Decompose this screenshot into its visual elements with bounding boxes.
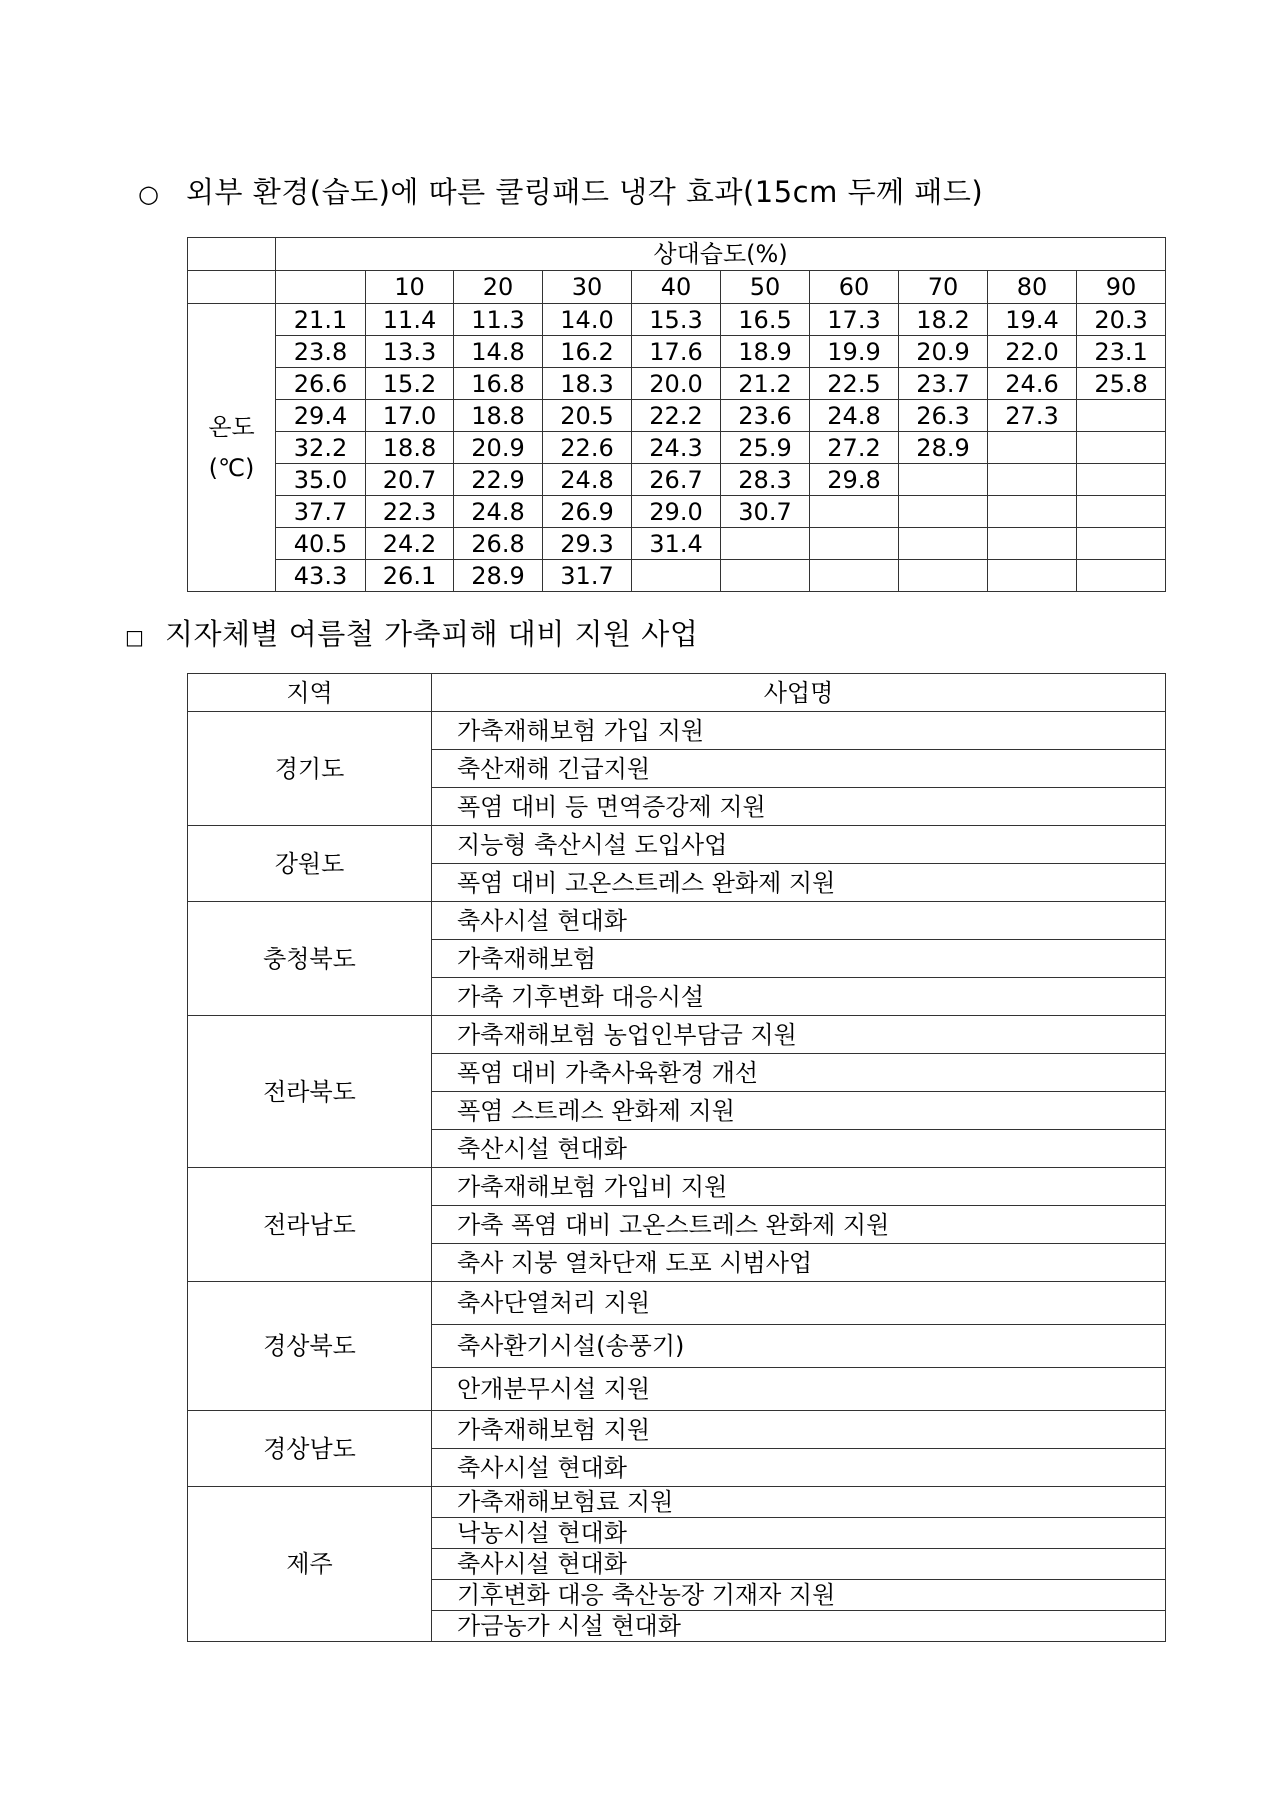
cooled-temperature-cell: 26.7 — [632, 464, 721, 496]
cooled-temperature-cell: 28.3 — [721, 464, 810, 496]
cooled-temperature-cell: 29.8 — [810, 464, 899, 496]
cooled-temperature-cell: 15.3 — [632, 304, 721, 336]
table-row — [188, 528, 1166, 560]
square-bullet-icon: □ — [125, 625, 145, 649]
temperature-cell: 32.2 — [276, 432, 366, 464]
cooled-temperature-cell: 15.2 — [366, 368, 454, 400]
cooled-temperature-cell: 16.2 — [543, 336, 632, 368]
table-row — [188, 1411, 1166, 1449]
cooled-temperature-cell: 18.9 — [721, 336, 810, 368]
cooled-temperature-cell: 23.1 — [1077, 336, 1166, 368]
project-cell: 폭염 스트레스 완화제 지원 — [432, 1092, 1166, 1130]
table-row — [188, 336, 1166, 368]
cooled-temperature-cell: 19.4 — [988, 304, 1077, 336]
cooled-temperature-cell: 20.5 — [543, 400, 632, 432]
cooled-temperature-cell: 28.9 — [899, 432, 988, 464]
cooled-temperature-cell — [810, 528, 899, 560]
cooled-temperature-cell: 18.8 — [454, 400, 543, 432]
region-cell: 전라남도 — [188, 1168, 432, 1282]
cooled-temperature-cell: 20.9 — [454, 432, 543, 464]
humidity-level-header: 40 — [632, 271, 721, 304]
table-row — [188, 1016, 1166, 1054]
cooled-temperature-cell: 26.9 — [543, 496, 632, 528]
project-cell: 지능형 축산시설 도입사업 — [432, 826, 1166, 864]
region-cell: 경기도 — [188, 712, 432, 826]
humidity-level-header: 80 — [988, 271, 1077, 304]
region-cell: 전라북도 — [188, 1016, 432, 1168]
support-projects-table — [187, 673, 1166, 1642]
cooled-temperature-cell: 11.4 — [366, 304, 454, 336]
cooled-temperature-cell — [1077, 400, 1166, 432]
column-header-region: 지역 — [188, 674, 432, 712]
project-cell: 축사환기시설(송풍기) — [432, 1325, 1166, 1368]
cooled-temperature-cell: 31.7 — [543, 560, 632, 592]
cooled-temperature-cell: 22.5 — [810, 368, 899, 400]
cooled-temperature-cell: 23.7 — [899, 368, 988, 400]
cooled-temperature-cell: 17.6 — [632, 336, 721, 368]
cooled-temperature-cell — [810, 496, 899, 528]
cooled-temperature-cell — [899, 528, 988, 560]
section-heading-support-projects — [125, 612, 698, 653]
humidity-level-header: 10 — [366, 271, 454, 304]
cooled-temperature-cell: 18.3 — [543, 368, 632, 400]
cooled-temperature-cell: 20.3 — [1077, 304, 1166, 336]
humidity-header: 상대습도(%) — [276, 238, 1166, 271]
cooling-effect-table — [187, 237, 1166, 592]
cooled-temperature-cell — [1077, 528, 1166, 560]
temp-col-header — [276, 271, 366, 304]
cooled-temperature-cell: 24.8 — [454, 496, 543, 528]
temperature-cell: 43.3 — [276, 560, 366, 592]
column-header-project: 사업명 — [432, 674, 1166, 712]
cooled-temperature-cell: 29.0 — [632, 496, 721, 528]
cooled-temperature-cell: 17.3 — [810, 304, 899, 336]
cooled-temperature-cell — [810, 560, 899, 592]
project-cell: 가축재해보험료 지원 — [432, 1487, 1166, 1518]
cooled-temperature-cell — [988, 432, 1077, 464]
region-cell: 충청북도 — [188, 902, 432, 1016]
temperature-label-text: 온도 — [208, 412, 255, 441]
cooled-temperature-cell — [899, 560, 988, 592]
humidity-level-header: 70 — [899, 271, 988, 304]
cooled-temperature-cell: 22.0 — [988, 336, 1077, 368]
table-row — [188, 496, 1166, 528]
cooled-temperature-cell: 18.8 — [366, 432, 454, 464]
heading-text: 지자체별 여름철 가축피해 대비 지원 사업 — [165, 617, 699, 651]
cooled-temperature-cell: 16.5 — [721, 304, 810, 336]
project-cell: 폭염 대비 가축사육환경 개선 — [432, 1054, 1166, 1092]
table-row — [188, 1168, 1166, 1206]
cooled-temperature-cell: 21.2 — [721, 368, 810, 400]
cooled-temperature-cell: 13.3 — [366, 336, 454, 368]
humidity-level-header: 20 — [454, 271, 543, 304]
cooled-temperature-cell: 27.2 — [810, 432, 899, 464]
cooled-temperature-cell: 14.8 — [454, 336, 543, 368]
table-row — [188, 432, 1166, 464]
cooled-temperature-cell: 22.3 — [366, 496, 454, 528]
project-cell: 축사시설 현대화 — [432, 902, 1166, 940]
table-row — [188, 902, 1166, 940]
project-cell: 축산재해 긴급지원 — [432, 750, 1166, 788]
cooled-temperature-cell: 27.3 — [988, 400, 1077, 432]
corner-cell — [188, 271, 276, 304]
table-row — [188, 712, 1166, 750]
cooled-temperature-cell: 17.0 — [366, 400, 454, 432]
project-cell: 축산시설 현대화 — [432, 1130, 1166, 1168]
cooled-temperature-cell — [1077, 496, 1166, 528]
cooled-temperature-cell — [988, 560, 1077, 592]
project-cell: 안개분무시설 지원 — [432, 1368, 1166, 1411]
cooled-temperature-cell — [1077, 560, 1166, 592]
project-cell: 축사시설 현대화 — [432, 1549, 1166, 1580]
section-heading-cooling-pad — [138, 170, 983, 211]
project-cell: 가금농가 시설 현대화 — [432, 1611, 1166, 1642]
table-row — [188, 1487, 1166, 1518]
temperature-cell: 21.1 — [276, 304, 366, 336]
circle-bullet-icon: ○ — [138, 180, 160, 208]
project-cell: 가축 기후변화 대응시설 — [432, 978, 1166, 1016]
cooled-temperature-cell: 24.3 — [632, 432, 721, 464]
humidity-level-header: 50 — [721, 271, 810, 304]
cooled-temperature-cell: 23.6 — [721, 400, 810, 432]
humidity-level-header: 30 — [543, 271, 632, 304]
project-cell: 가축재해보험 — [432, 940, 1166, 978]
cooled-temperature-cell — [899, 496, 988, 528]
cooled-temperature-cell: 20.7 — [366, 464, 454, 496]
cooled-temperature-cell: 11.3 — [454, 304, 543, 336]
project-cell: 폭염 대비 고온스트레스 완화제 지원 — [432, 864, 1166, 902]
cooled-temperature-cell: 26.3 — [899, 400, 988, 432]
project-cell: 축사 지붕 열차단재 도포 시범사업 — [432, 1244, 1166, 1282]
cooled-temperature-cell: 24.6 — [988, 368, 1077, 400]
cooled-temperature-cell: 29.3 — [543, 528, 632, 560]
region-cell: 경상북도 — [188, 1282, 432, 1411]
cooled-temperature-cell: 22.6 — [543, 432, 632, 464]
cooled-temperature-cell: 26.1 — [366, 560, 454, 592]
cooled-temperature-cell: 16.8 — [454, 368, 543, 400]
cooled-temperature-cell: 28.9 — [454, 560, 543, 592]
cooled-temperature-cell — [1077, 464, 1166, 496]
cooled-temperature-cell: 30.7 — [721, 496, 810, 528]
cooled-temperature-cell — [721, 560, 810, 592]
temperature-cell: 40.5 — [276, 528, 366, 560]
project-cell: 기후변화 대응 축산농장 기재자 지원 — [432, 1580, 1166, 1611]
cooled-temperature-cell: 22.2 — [632, 400, 721, 432]
cooled-temperature-cell: 20.9 — [899, 336, 988, 368]
cooled-temperature-cell — [632, 560, 721, 592]
cooled-temperature-cell: 25.8 — [1077, 368, 1166, 400]
cooled-temperature-cell: 22.9 — [454, 464, 543, 496]
cooled-temperature-cell — [721, 528, 810, 560]
table-row — [188, 826, 1166, 864]
project-cell: 낙농시설 현대화 — [432, 1518, 1166, 1549]
project-cell: 가축재해보험 농업인부담금 지원 — [432, 1016, 1166, 1054]
cooled-temperature-cell — [988, 496, 1077, 528]
region-cell: 강원도 — [188, 826, 432, 902]
table-row — [188, 304, 1166, 336]
temperature-cell: 29.4 — [276, 400, 366, 432]
project-cell: 축사시설 현대화 — [432, 1449, 1166, 1487]
region-cell: 경상남도 — [188, 1411, 432, 1487]
cooled-temperature-cell: 20.0 — [632, 368, 721, 400]
cooled-temperature-cell: 24.8 — [810, 400, 899, 432]
project-cell: 가축재해보험 지원 — [432, 1411, 1166, 1449]
table-row — [188, 464, 1166, 496]
cooled-temperature-cell — [988, 464, 1077, 496]
temperature-cell: 35.0 — [276, 464, 366, 496]
table-row — [188, 368, 1166, 400]
humidity-level-header: 60 — [810, 271, 899, 304]
temperature-label — [188, 304, 276, 592]
cooled-temperature-cell: 24.2 — [366, 528, 454, 560]
cooled-temperature-cell: 25.9 — [721, 432, 810, 464]
cooled-temperature-cell: 18.2 — [899, 304, 988, 336]
project-cell: 가축재해보험 가입비 지원 — [432, 1168, 1166, 1206]
cooled-temperature-cell — [899, 464, 988, 496]
project-cell: 폭염 대비 등 면역증강제 지원 — [432, 788, 1166, 826]
corner-cell — [188, 238, 276, 271]
cooled-temperature-cell — [1077, 432, 1166, 464]
cooled-temperature-cell: 14.0 — [543, 304, 632, 336]
table-row — [188, 1282, 1166, 1325]
cooled-temperature-cell: 24.8 — [543, 464, 632, 496]
project-cell: 가축재해보험 가입 지원 — [432, 712, 1166, 750]
cooled-temperature-cell — [988, 528, 1077, 560]
temperature-unit-text: (℃) — [208, 453, 255, 482]
heading-text: 외부 환경(습도)에 따른 쿨링패드 냉각 효과(15cm 두께 패드) — [186, 175, 984, 209]
temperature-cell: 37.7 — [276, 496, 366, 528]
project-cell: 가축 폭염 대비 고온스트레스 완화제 지원 — [432, 1206, 1166, 1244]
temperature-cell: 23.8 — [276, 336, 366, 368]
region-cell: 제주 — [188, 1487, 432, 1642]
table-row — [188, 560, 1166, 592]
cooled-temperature-cell: 19.9 — [810, 336, 899, 368]
humidity-level-header: 90 — [1077, 271, 1166, 304]
cooled-temperature-cell: 31.4 — [632, 528, 721, 560]
project-cell: 축사단열처리 지원 — [432, 1282, 1166, 1325]
table-row — [188, 400, 1166, 432]
temperature-cell: 26.6 — [276, 368, 366, 400]
cooled-temperature-cell: 26.8 — [454, 528, 543, 560]
